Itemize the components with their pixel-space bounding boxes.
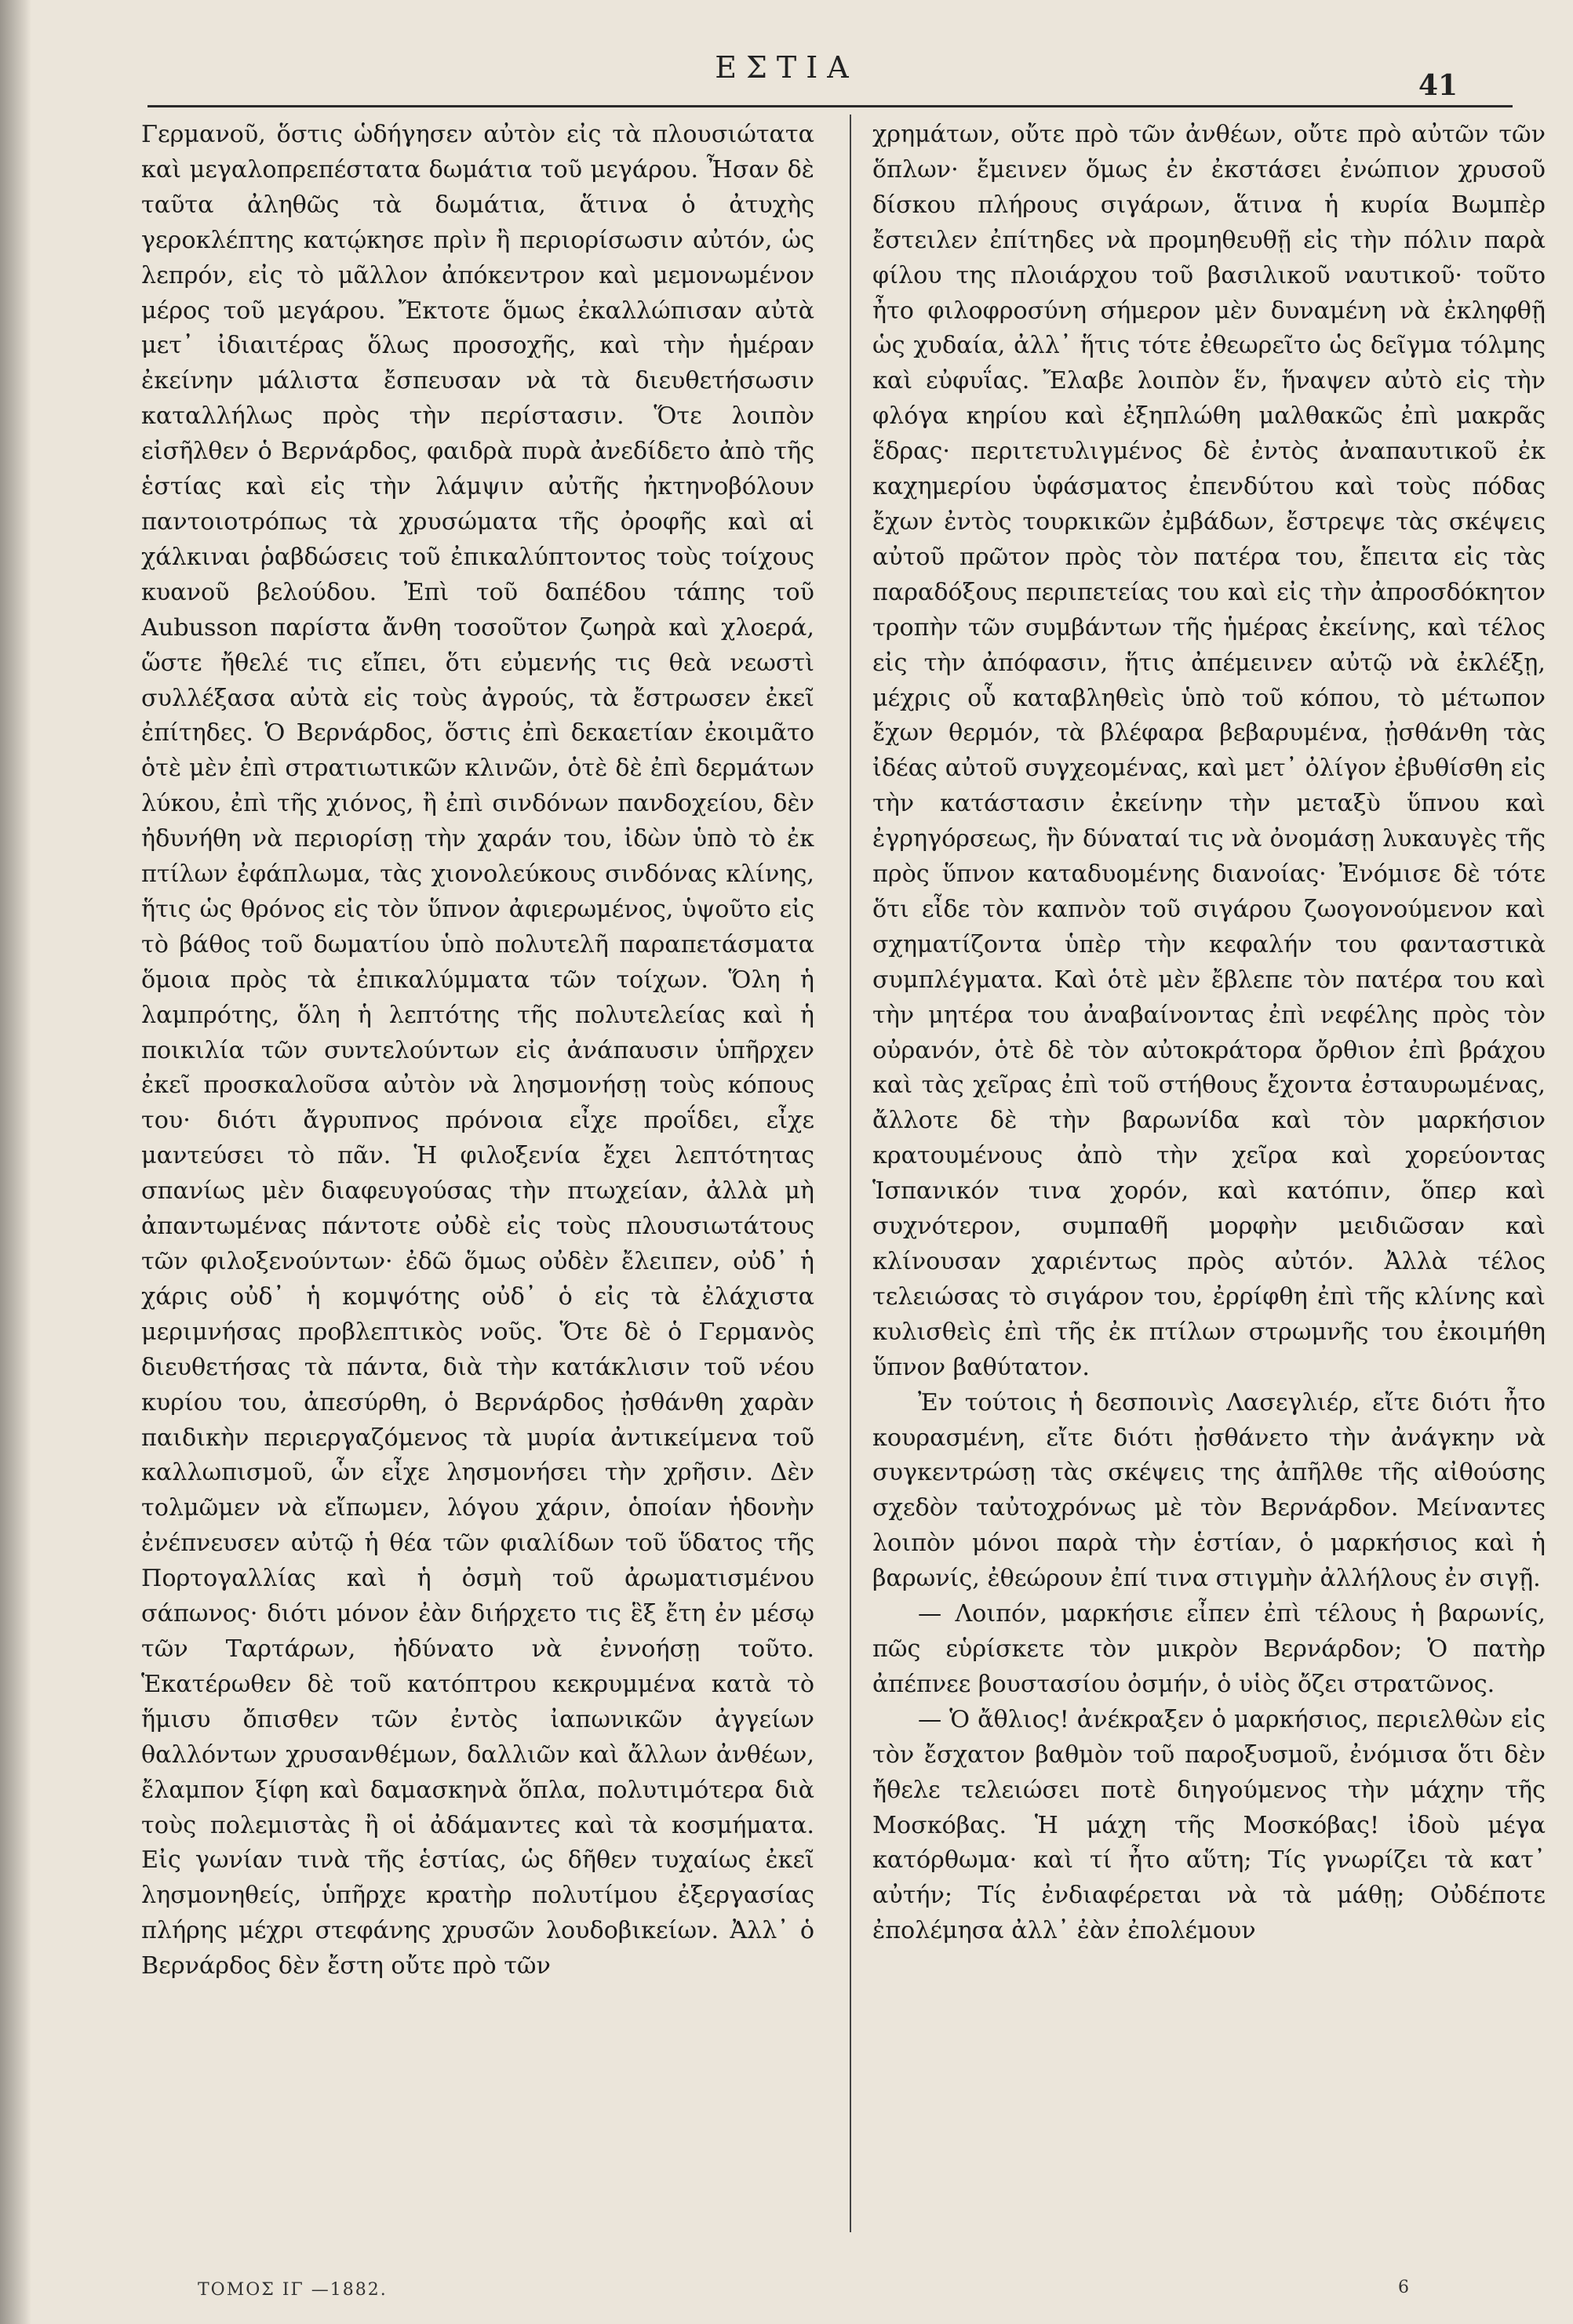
page-number: 41 — [1418, 69, 1458, 102]
right-paragraph: — Ὁ ἄθλιος! ἀνέκραξεν ὁ μαρκήσιος, περιελθὼν εἰς τὸν ἔσχατον βαθμὸν τοῦ παροξυσμοῦ, ἐνόμισα ὅτι δὲν ἤθελε τελειώσει ποτὲ διηγούμενος τὴν μάχην τῆς Μοσκόβας. Ἡ μάχη τῆς Μοσκόβας! ἰδοὺ μέγα κατόρθωμα· καὶ τί ἦτο αὕτη; Τίς γνωρίζει τὰ κατ᾽ αὐτήν; Τίς ἐνδιαφέρεται νὰ τὰ μάθῃ; Οὐδέποτε ἐπολέμησα ἀλλ᾽ ἐὰν ἐπολέμουν — [872, 1705, 1546, 1945]
right-paragraph: — Λοιπόν, μαρκήσιε εἶπεν ἐπὶ τέλους ἡ βαρωνίς, πῶς εὑρίσκετε τὸν μικρὸν Βερνάρδον; Ὁ πατὴρ ἀπέπνεε βουστασίου ὀσμήν, ὁ υἱὸς ὄζει στρατῶνος. — [872, 1600, 1546, 1698]
volume-footer: ΤΟΜΟΣ ΙΓ —1882. — [198, 2280, 388, 2300]
journal-title: ΕΣΤΙΑ — [715, 50, 858, 85]
right-column — [872, 118, 1546, 1949]
right-paragraph: χρημάτων, οὔτε πρὸ τῶν ἀνθέων, οὔτε πρὸ αὐτῶν τῶν ὅπλων· ἔμεινεν ὅμως ἐν ἐκστάσει ἐνώπιον χρυσοῦ δίσκου πλήρους σιγάρων, ἅτινα ἡ κυρία Βωμπὲρ ἔστειλεν ἐπίτηδες νὰ προμηθευθῇ εἰς τὴν πόλιν παρὰ φίλου της πλοιάρχου τοῦ βασιλικοῦ ναυτικοῦ· τοῦτο ἦτο φιλοφροσύνη σήμερον μὲν δυναμένη νὰ ἐκληφθῇ ὡς χυδαία, ἀλλ᾽ ἥτις τότε ἐθεωρεῖτο ὡς δεῖγμα τόλμης καὶ εὐφυΐας. Ἔλαβε λοιπὸν ἕν, ἥναψεν αὐτὸ εἰς τὴν φλόγα κηρίου καὶ ἐξηπλώθη μαλθακῶς ἐπὶ μακρᾶς ἕδρας· περιτετυλιγμένος δὲ ἐντὸς ἀναπαυτικοῦ ἐκ καχημερίου ὑφάσματος ἐπενδύτου καὶ τοὺς πόδας ἔχων ἐντὸς τουρκικῶν ἐμβάδων, ἔστρεψε τὰς σκέψεις αὐτοῦ πρῶτον πρὸς τὸν πατέρα του, ἔπειτα εἰς τὰς παραδόξους περιπετείας του καὶ εἰς τὴν ἀπροσδόκητον τροπὴν τῶν συμβάντων τῆς ἡμέρας ἐκείνης, καὶ τέλος εἰς τὴν ἀπόφασιν, ἥτις ἀπέμεινεν αὐτῷ νὰ ἐκλέξῃ, μέχρις οὗ καταβληθεὶς ὑπὸ τοῦ κόπου, τὸ μέτωπον ἔχων θερμόν, τὰ βλέφαρα βεβαρυμένα, ᾐσθάνθη τὰς ἰδέας αὐτοῦ συγχεομένας, καὶ μετ᾽ ὀλίγον ἐβυθίσθη εἰς τὴν κατάστασιν ἐκείνην τὴν μεταξὺ ὕπνου καὶ ἐγρηγόρσεως, ἣν δύναταί τις νὰ ὀνομάσῃ λυκαυγὲς τῆς πρὸς ὕπνον καταδυομένης διανοίας· Ἐνόμισε δὲ τότε ὅτι εἶδε τὸν καπνὸν τοῦ σιγάρου ζωογονούμενον καὶ σχηματίζοντα ὑπὲρ τὴν κεφαλήν του φανταστικὰ συμπλέγματα. Καὶ ὁτὲ μὲν ἔβλεπε τὸν πατέρα του καὶ τὴν μητέρα του ἀναβαίνοντας ἐπὶ νεφέλης πρὸς τὸν οὐρανόν, ὁτὲ δὲ τὸν αὐτοκράτορα ὄρθιον ἐπὶ βράχου καὶ τὰς χεῖρας ἐπὶ τοῦ στήθους ἔχοντα ἐσταυρωμένας, ἄλλοτε δὲ τὴν βαρωνίδα καὶ τὸν μαρκήσιον κρατουμένους ἀπὸ τὴν χεῖρα καὶ χορεύοντας Ἱσπανικόν τινα χορόν, καὶ κατόπιν, ὅπερ καὶ συχνότερον, συμπαθῆ μορφὴν μειδιῶσαν καὶ κλίνουσαν χαριέντως πρὸς αὐτόν. Ἀλλὰ τέλος τελειώσας τὸ σιγάρον του, ἐρρίφθη ἐπὶ τῆς κλίνης καὶ κυλισθεὶς ἐπὶ τῆς ἐκ πτίλων στρωμνῆς του ἐκοιμήθη ὕπνον βαθύτατον. — [872, 121, 1546, 1381]
left-column — [141, 118, 814, 1984]
header-rule — [147, 105, 1513, 107]
column-divider — [850, 115, 851, 2232]
right-paragraph: Ἐν τούτοις ἡ δεσποινὶς Λασεγλιέρ, εἴτε διότι ἦτο κουρασμένη, εἴτε διότι ᾐσθάνετο τὴν ἀνάγκην νὰ συγκεντρώσῃ τὰς σκέψεις της ἀπῆλθε τῆς αἰθούσης σχεδὸν ταὐτοχρόνως μὲ τὸν Βερνάρδον. Μείναντες λοιπὸν μόνοι παρὰ τὴν ἑστίαν, ὁ μαρκήσιος καὶ ἡ βαρωνίς, ἐθεώρουν ἐπί τινα στιγμὴν ἀλλήλους ἐν σιγῇ. — [872, 1388, 1546, 1593]
signature-mark: 6 — [1398, 2278, 1409, 2297]
left-paragraph: Γερμανοῦ, ὅστις ὡδήγησεν αὐτὸν εἰς τὰ πλουσιώτατα καὶ μεγαλοπρεπέστατα δωμάτια τοῦ μεγάρου. Ἦσαν δὲ ταῦτα ἀληθῶς τὰ δωμάτια, ἅτινα ὁ ἀτυχὴς γεροκλέπτης κατῴκησε πρὶν ἢ περιορίσωσιν αὐτόν, ὡς λεπρόν, εἰς τὸ μᾶλλον ἀπόκεντρον καὶ μεμονωμένον μέρος τοῦ μεγάρου. Ἔκτοτε ὅμως ἐκαλλώπισαν αὐτὰ μετ᾽ ἰδιαιτέρας ὅλως προσοχῆς, καὶ τὴν ἡμέραν ἐκείνην μάλιστα ἔσπευσαν νὰ τὰ διευθετήσωσιν καταλλήλως πρὸς τὴν περίστασιν. Ὅτε λοιπὸν εἰσῆλθεν ὁ Βερνάρδος, φαιδρὰ πυρὰ ἀνεδίδετο ἀπὸ τῆς ἑστίας καὶ εἰς τὴν λάμψιν αὐτῆς ἠκτηνοβόλουν παντοιοτρόπως τὰ χρυσώματα τῆς ὀροφῆς καὶ αἱ χάλκιναι ῥαβδώσεις τοῦ ἐπικαλύπτοντος τοὺς τοίχους κυανοῦ βελούδου. Ἐπὶ τοῦ δαπέδου τάπης τοῦ Aubusson παρίστα ἄνθη τοσοῦτον ζωηρὰ καὶ χλοερά, ὥστε ἤθελέ τις εἴπει, ὅτι εὐμενής τις θεὰ νεωστὶ συλλέξασα αὐτὰ εἰς τοὺς ἀγρούς, τὰ ἔστρωσεν ἐκεῖ ἐπίτηδες. Ὁ Βερνάρδος, ὅστις ἐπὶ δεκαετίαν ἐκοιμᾶτο ὁτὲ μὲν ἐπὶ στρατιωτικῶν κλινῶν, ὁτὲ δὲ ἐπὶ δερμάτων λύκου, ἐπὶ τῆς χιόνος, ἢ ἐπὶ σινδόνων πανδοχείου, δὲν ἠδυνήθη νὰ περιορίσῃ τὴν χαράν του, ἰδὼν ὑπὸ τὸ ἐκ πτίλων ἐφάπλωμα, τὰς χιονολεύκους σινδόνας κλίνης, ἥτις ὡς θρόνος εἰς τὸν ὕπνον ἀφιερωμένος, ὑψοῦτο εἰς τὸ βάθος τοῦ δωματίου ὑπὸ πολυτελῆ παραπετάσματα ὅμοια πρὸς τὰ ἐπικαλύμματα τῶν τοίχων. Ὅλη ἡ λαμπρότης, ὅλη ἡ λεπτότης τῆς πολυτελείας καὶ ἡ ποικιλία τῶν συντελούντων εἰς ἀνάπαυσιν ὑπῆρχεν ἐκεῖ προσκαλοῦσα αὐτὸν νὰ λησμονήσῃ τοὺς κόπους του· διότι ἄγρυπνος πρόνοια εἶχε προΐδει, εἶχε μαντεύσει τὸ πᾶν. Ἡ φιλοξενία ἔχει λεπτότητας σπανίως μὲν διαφευγούσας τὴν πτωχείαν, ἀλλὰ μὴ ἀπαντωμένας πάντοτε οὐδὲ εἰς τοὺς πλουσιωτάτους τῶν φιλοξενούντων· ἐδῶ ὅμως οὐδὲν ἔλειπεν, οὐδ᾽ ἡ χάρις οὐδ᾽ ἡ κομψότης οὐδ᾽ ὁ εἰς τὰ ἐλάχιστα μεριμνήσας προβλεπτικὸς νοῦς. Ὅτε δὲ ὁ Γερμανὸς διευθετήσας τὰ πάντα, διὰ τὴν κατάκλισιν τοῦ νέου κυρίου του, ἀπεσύρθη, ὁ Βερνάρδος ᾐσθάνθη χαρὰν παιδικὴν περιεργαζόμενος τὰ μυρία ἀντικείμενα τοῦ καλλωπισμοῦ, ὧν εἶχε λησμονήσει τὴν χρῆσιν. Δὲν τολμῶμεν νὰ εἴπωμεν, λόγου χάριν, ὁποίαν ἡδονὴν ἐνέπνευσεν αὐτῷ ἡ θέα τῶν φιαλίδων τοῦ ὕδατος τῆς Πορτογαλλίας καὶ ἡ ὀσμὴ τοῦ ἀρωματισμένου σάπωνος· διότι μόνον ἐὰν διήρχετο τις ἓξ ἔτη ἐν μέσῳ τῶν Ταρτάρων, ἠδύνατο νὰ ἐννοήσῃ τοῦτο. Ἑκατέρωθεν δὲ τοῦ κατόπτρου κεκρυμμένα κατὰ τὸ ἥμισυ ὄπισθεν τῶν ἐντὸς ἰαπωνικῶν ἀγγείων θαλλόντων χρυσανθέμων, δαλλιῶν καὶ ἄλλων ἀνθέων, ἔλαμπον ξίφη καὶ δαμασκηνὰ ὅπλα, πολυτιμότερα διὰ τοὺς πολεμιστὰς ἢ οἱ ἀδάμαντες καὶ τὰ κοσμήματα. Εἰς γωνίαν τινὰ τῆς ἑστίας, ὡς δῆθεν τυχαίως ἐκεῖ λησμονηθείς, ὑπῆρχε κρατὴρ πολυτίμου ἐξεργασίας πλήρης μέχρι στεφάνης χρυσῶν λουδοβικείων. Ἀλλ᾽ ὁ Βερνάρδος δὲν ἔστη οὔτε πρὸ τῶν — [141, 121, 814, 1980]
scan-shadow-edge — [0, 0, 31, 2324]
